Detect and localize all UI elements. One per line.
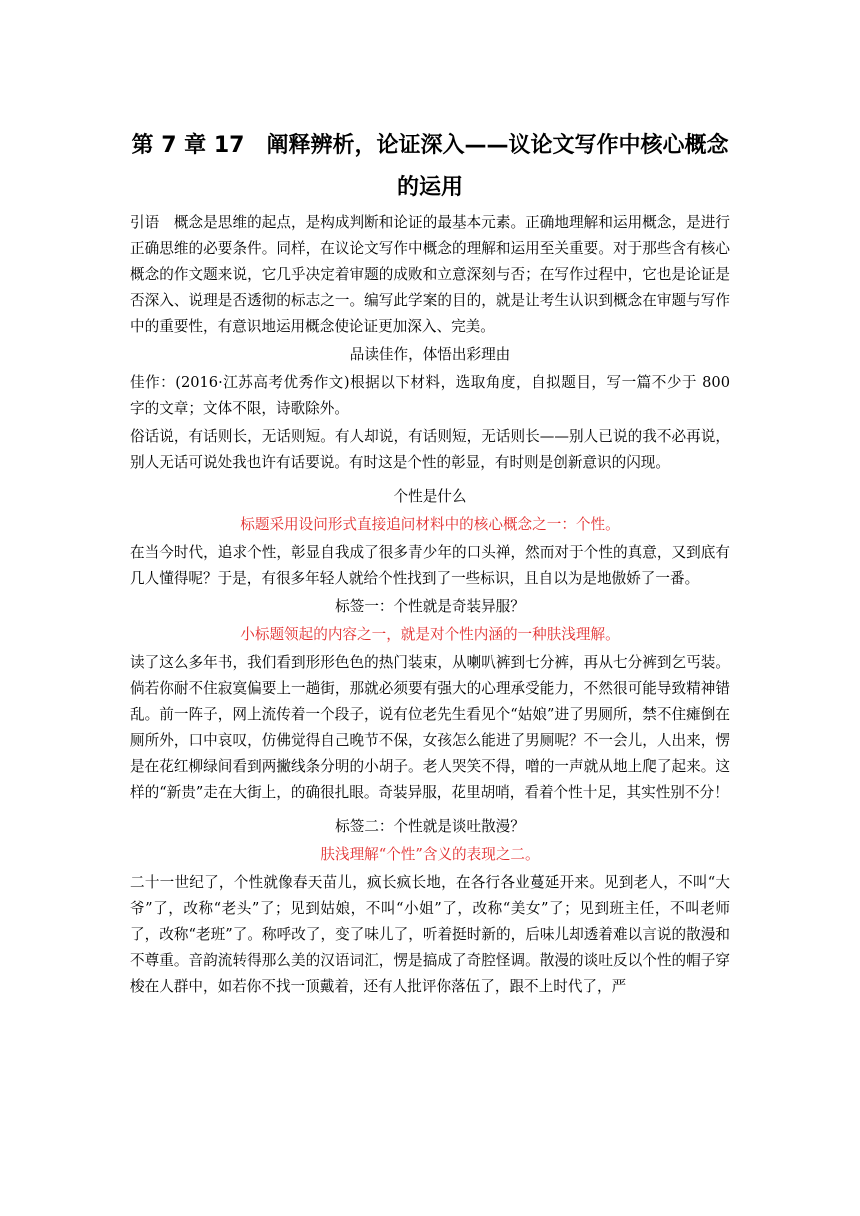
page-title-continued: 的运用 (396, 175, 463, 200)
page-title: 第 7 章 17 阐释辨析，论证深入——议论文写作中核心概念 (131, 133, 729, 158)
annotation-note: 小标题领起的内容之一，就是对个性内涵的一种肤浅理解。 (240, 626, 620, 643)
annotation-note: 肤浅理解“个性”含义的表现之二。 (320, 846, 540, 863)
essay-paragraph: 在当今时代，追求个性，彰显自我成了很多青少年的口头禅，然而对于个性的真意，又到底有几人懂得呢？于是，有很多年轻人就给个性找到了一些标识，且自以为是地傲娇了一番。 (130, 544, 730, 587)
essay-paragraph: 读了这么多年书，我们看到形形色色的热门装束，从喇叭裤到七分裤，再从七分裤到乞丐装。倘若你耐不住寂寞偏要上一趟街，那就必须要有强大的心理承受能力，不然很可能导致精神错乱。前一阵子，网上流传着一个段子，说有位老先生看见个“姑娘”进了男厕所，禁不住瘫倒在厕所外，口中哀叹，仿佛觉得自己晚节不保，女孩怎么能进了男厕呢？不一会儿，人出来，愣是在花红柳绿间看到两撇线条分明的小胡子。老人哭笑不得，噌的一声就从地上爬了起来。这样的“新贵”走在大街上，的确很扎眼。奇装异服，花里胡哨，看着个性十足，其实性别不分！ (130, 654, 730, 801)
essay-title: 个性是什么 (393, 488, 467, 505)
intro-paragraph: 引语 概念是思维的起点，是构成判断和论证的最基本元素。正确地理解和运用概念，是进行正确思维的必要条件。同样，在议论文写作中概念的理解和运用至关重要。对于那些含有核心概念的作文题来说，它几乎决定着审题的成败和立意深刻与否；在写作过程中，它也是论证是否深入、说理是否透彻的标志之一。编写此学案的目的，就是让考生认识到概念在审题与写作中的重要性，有意识地运用概念使论证更加深入、完美。 (130, 214, 730, 335)
subheading-label: 标签一：个性就是奇装异服？ (335, 598, 525, 615)
document-body (130, 210, 730, 1002)
essay-prompt: 佳作：(2016·江苏高考优秀作文)根据以下材料，选取角度，自拟题目，写一篇不少于 800 字的文章；文体不限，诗歌除外。 (130, 374, 730, 417)
subheading-label: 标签二：个性就是谈吐散漫？ (335, 818, 525, 835)
material-paragraph: 俗话说，有话则长，无话则短。有人却说，有话则短，无话则长——别人已说的我不必再说，别人无话可说处我也许有话要说。有时这是个性的彰显，有时则是创新意识的闪现。 (130, 428, 730, 471)
annotation-note: 标题采用设问形式直接追问材料中的核心概念之一：个性。 (240, 516, 620, 533)
section-heading: 品读佳作，体悟出彩理由 (349, 346, 511, 363)
essay-paragraph: 二十一世纪了，个性就像春天苗儿，疯长疯长地，在各行各业蔓延开来。见到老人，不叫“大爷”了，改称“老头”了；见到姑娘，不叫“小姐”了，改称“美女”了；见到班主任，不叫老师了，改称“老班”了。称呼改了，变了味儿了，听着挺时新的，后味儿却透着难以言说的散漫和不尊重。音韵流转得那么美的汉语词汇，愣是搞成了奇腔怪调。散漫的谈吐反以个性的帽子穿梭在人群中，如若你不找一顶戴着，还有人批评你落伍了，跟不上时代了，严 (130, 874, 730, 995)
